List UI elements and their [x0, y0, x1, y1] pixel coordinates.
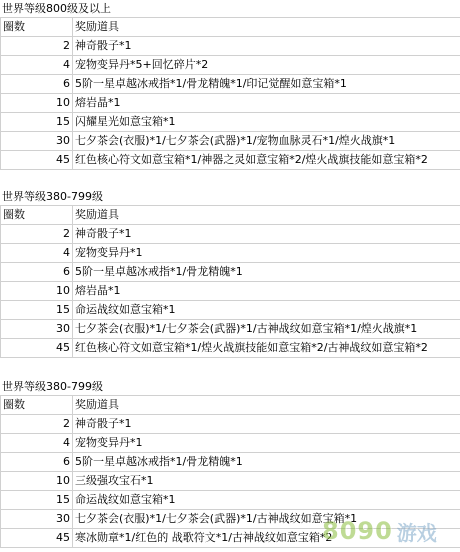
laps-cell: 45 — [1, 529, 73, 548]
table-header-row — [1, 206, 460, 225]
reward-cell: 寒冰勋章*1/红色的 战歌符文*1/古神战纹如意宝箱*2 — [73, 529, 460, 548]
reward-cell: 七夕茶会(衣服)*1/七夕茶会(武器)*1/古神战纹如意宝箱*1/煌火战旗*1 — [73, 320, 460, 339]
laps-cell: 15 — [1, 113, 73, 132]
laps-cell: 6 — [1, 263, 73, 282]
laps-cell: 45 — [1, 339, 73, 358]
laps-cell: 2 — [1, 37, 73, 56]
laps-cell: 15 — [1, 491, 73, 510]
table-header-row — [1, 18, 460, 37]
watermark-logo — [322, 514, 454, 548]
table-row — [1, 94, 460, 113]
laps-cell: 10 — [1, 472, 73, 491]
laps-cell: 6 — [1, 75, 73, 94]
reward-cell: 神奇骰子*1 — [73, 415, 460, 434]
reward-table — [0, 17, 460, 170]
reward-cell: 熔岩晶*1 — [73, 94, 460, 113]
header-laps: 圈数 — [1, 206, 73, 225]
reward-cell: 5阶一星卓越冰戒指*1/骨龙精魄*1 — [73, 453, 460, 472]
header-reward: 奖励道具 — [73, 18, 460, 37]
laps-cell: 45 — [1, 151, 73, 170]
table-row — [1, 453, 460, 472]
reward-cell: 宠物变异丹*1 — [73, 244, 460, 263]
table-row — [1, 75, 460, 94]
table-row — [1, 339, 460, 358]
laps-cell: 4 — [1, 434, 73, 453]
table-row — [1, 434, 460, 453]
reward-cell: 七夕茶会(衣服)*1/七夕茶会(武器)*1/宠物血脉灵石*1/煌火战旗*1 — [73, 132, 460, 151]
laps-cell: 2 — [1, 225, 73, 244]
section-world-level-800 — [0, 0, 460, 170]
laps-cell: 6 — [1, 453, 73, 472]
table-row — [1, 282, 460, 301]
reward-cell: 命运战纹如意宝箱*1 — [73, 491, 460, 510]
reward-cell: 闪耀星光如意宝箱*1 — [73, 113, 460, 132]
header-laps: 圈数 — [1, 18, 73, 37]
reward-cell: 红色核心符文如意宝箱*1/神器之灵如意宝箱*2/煌火战旗技能如意宝箱*2 — [73, 151, 460, 170]
header-reward: 奖励道具 — [73, 396, 460, 415]
watermark-digits: 8090 — [322, 517, 393, 545]
section-title: 世界等级380-799级 — [0, 378, 460, 395]
table-row — [1, 472, 460, 491]
laps-cell: 10 — [1, 94, 73, 113]
reward-cell: 命运战纹如意宝箱*1 — [73, 301, 460, 320]
section-title: 世界等级380-799级 — [0, 188, 460, 205]
laps-cell: 30 — [1, 510, 73, 529]
table-row — [1, 113, 460, 132]
reward-cell: 熔岩晶*1 — [73, 282, 460, 301]
reward-cell: 三级强攻宝石*1 — [73, 472, 460, 491]
laps-cell: 15 — [1, 301, 73, 320]
reward-cell: 七夕茶会(衣服)*1/七夕茶会(武器)*1/古神战纹如意宝箱*1 — [73, 510, 460, 529]
table-row — [1, 301, 460, 320]
reward-cell: 神奇骰子*1 — [73, 37, 460, 56]
section-world-level-380-799 — [0, 188, 460, 358]
reward-cell: 宠物变异丹*1 — [73, 434, 460, 453]
laps-cell: 30 — [1, 132, 73, 151]
table-row — [1, 244, 460, 263]
table-row — [1, 320, 460, 339]
reward-table — [0, 205, 460, 358]
table-row — [1, 491, 460, 510]
table-row — [1, 56, 460, 75]
reward-cell: 神奇骰子*1 — [73, 225, 460, 244]
table-row — [1, 132, 460, 151]
table-row — [1, 263, 460, 282]
section-title: 世界等级800级及以上 — [0, 0, 460, 17]
laps-cell: 10 — [1, 282, 73, 301]
laps-cell: 4 — [1, 56, 73, 75]
table-row — [1, 415, 460, 434]
table-header-row — [1, 396, 460, 415]
header-laps: 圈数 — [1, 396, 73, 415]
laps-cell: 2 — [1, 415, 73, 434]
table-row — [1, 225, 460, 244]
reward-cell: 5阶一星卓越冰戒指*1/骨龙精魄*1/印记觉醒如意宝箱*1 — [73, 75, 460, 94]
table-row — [1, 151, 460, 170]
laps-cell: 4 — [1, 244, 73, 263]
reward-cell: 红色核心符文如意宝箱*1/煌火战旗技能如意宝箱*2/古神战纹如意宝箱*2 — [73, 339, 460, 358]
reward-cell: 5阶一星卓越冰戒指*1/骨龙精魄*1 — [73, 263, 460, 282]
header-reward: 奖励道具 — [73, 206, 460, 225]
reward-cell: 宠物变异丹*5+回忆碎片*2 — [73, 56, 460, 75]
laps-cell: 30 — [1, 320, 73, 339]
table-row — [1, 37, 460, 56]
watermark-text: 游戏 — [396, 520, 437, 545]
